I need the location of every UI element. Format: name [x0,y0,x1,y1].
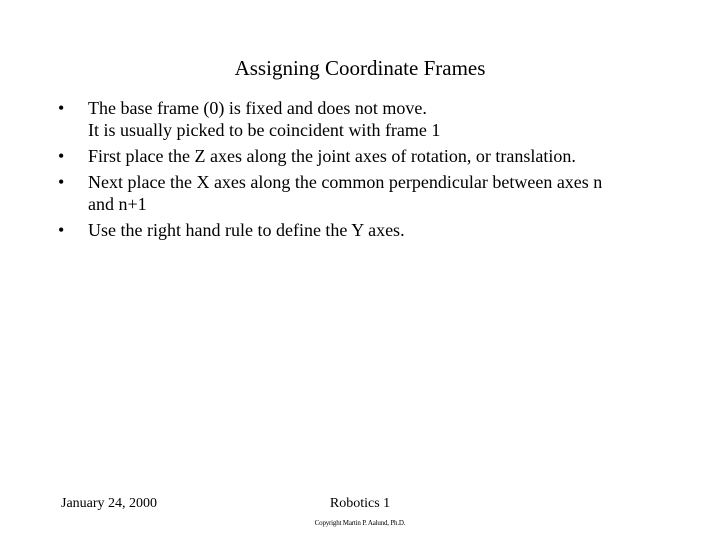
bullet-text-line: and n+1 [88,194,147,214]
bullet-list [54,97,684,245]
bullet-icon: • [58,220,65,240]
bullet-text-line: The base frame (0) is fixed and does not move. [88,98,427,118]
bullet-item [54,97,684,141]
footer-copyright: Copyright Martin P. Aalund, Ph.D. [314,519,406,527]
slide-title: Assigning Coordinate Frames [234,56,486,80]
bullet-text-line: Use the right hand rule to define the Y axes. [88,220,405,240]
footer-date: January 24, 2000 [61,496,158,511]
bullet-text-line: It is usually picked to be coincident with frame 1 [88,120,441,140]
bullet-item [54,145,684,167]
bullet-text-line: First place the Z axes along the joint axes of rotation, or translation. [88,146,576,166]
footer-course-title: Robotics 1 [329,496,391,511]
bullet-icon: • [58,172,65,192]
bullet-item [54,171,684,215]
bullet-item [54,219,684,241]
bullet-icon: • [58,146,65,166]
bullet-text-line: Next place the X axes along the common perpendicular between axes n [88,172,603,192]
bullet-icon: • [58,98,65,118]
